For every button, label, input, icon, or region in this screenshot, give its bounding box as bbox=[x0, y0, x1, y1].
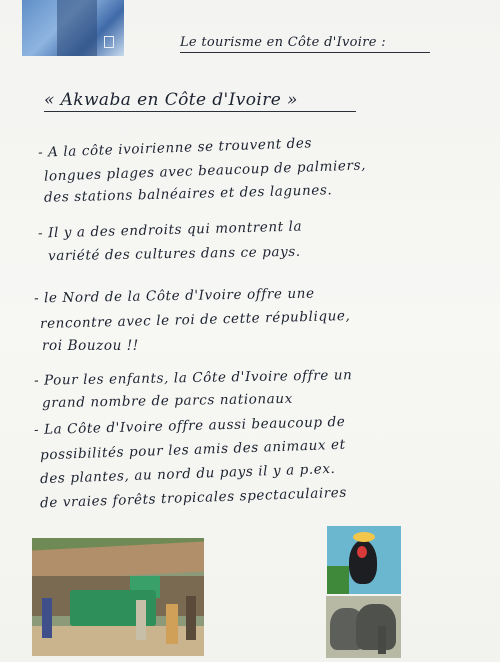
portrait-figure bbox=[57, 0, 97, 56]
elephants-photo bbox=[326, 596, 401, 658]
text-line: roi Bouzou !! bbox=[42, 338, 139, 354]
text-line: rencontre avec le roi de cette république, bbox=[39, 307, 351, 333]
photo-ground bbox=[32, 626, 204, 656]
text-line: de vraies forêts tropicales spectaculaires bbox=[39, 484, 348, 512]
photo-person bbox=[136, 600, 146, 640]
text-line: grand nombre de parcs nationaux bbox=[41, 390, 294, 412]
photo-person bbox=[186, 596, 196, 640]
text-line: - A la côte ivoirienne se trouvent des bbox=[37, 135, 313, 161]
poster-heading: « Akwaba en Côte d'Ivoire » bbox=[44, 90, 298, 110]
crowned-crane-photo bbox=[327, 526, 401, 594]
elephant-trunk bbox=[378, 626, 386, 654]
photo-mark bbox=[104, 36, 114, 48]
bird-crest bbox=[353, 532, 375, 542]
text-line: - La Côte d'Ivoire offre aussi beaucoup de bbox=[33, 413, 346, 439]
heading-underline bbox=[44, 111, 356, 112]
portrait-photo bbox=[22, 0, 124, 56]
photo-person bbox=[42, 598, 52, 638]
text-line: des plantes, au nord du pays il y a p.ex. bbox=[39, 460, 336, 488]
bird-face bbox=[357, 546, 367, 558]
text-line: - le Nord de la Côte d'Ivoire offre une bbox=[33, 285, 315, 307]
market-truck-photo bbox=[32, 538, 204, 656]
text-line: possibilités pour les amis des animaux et bbox=[39, 436, 346, 464]
text-line: variété des cultures dans ce pays. bbox=[47, 243, 301, 265]
elephant-shape bbox=[356, 604, 396, 650]
photo-person bbox=[166, 604, 178, 644]
title-underline bbox=[180, 52, 430, 53]
text-line: longues plages avec beaucoup de palmiers, bbox=[43, 157, 367, 185]
page-title: Le tourisme en Côte d'Ivoire : bbox=[180, 35, 386, 50]
photo-foliage bbox=[327, 566, 349, 594]
text-line: - Il y a des endroits qui montrent la bbox=[37, 218, 303, 242]
text-line: - Pour les enfants, la Côte d'Ivoire offre un bbox=[33, 367, 353, 389]
text-line: des stations balnéaires et des lagunes. bbox=[43, 182, 333, 206]
